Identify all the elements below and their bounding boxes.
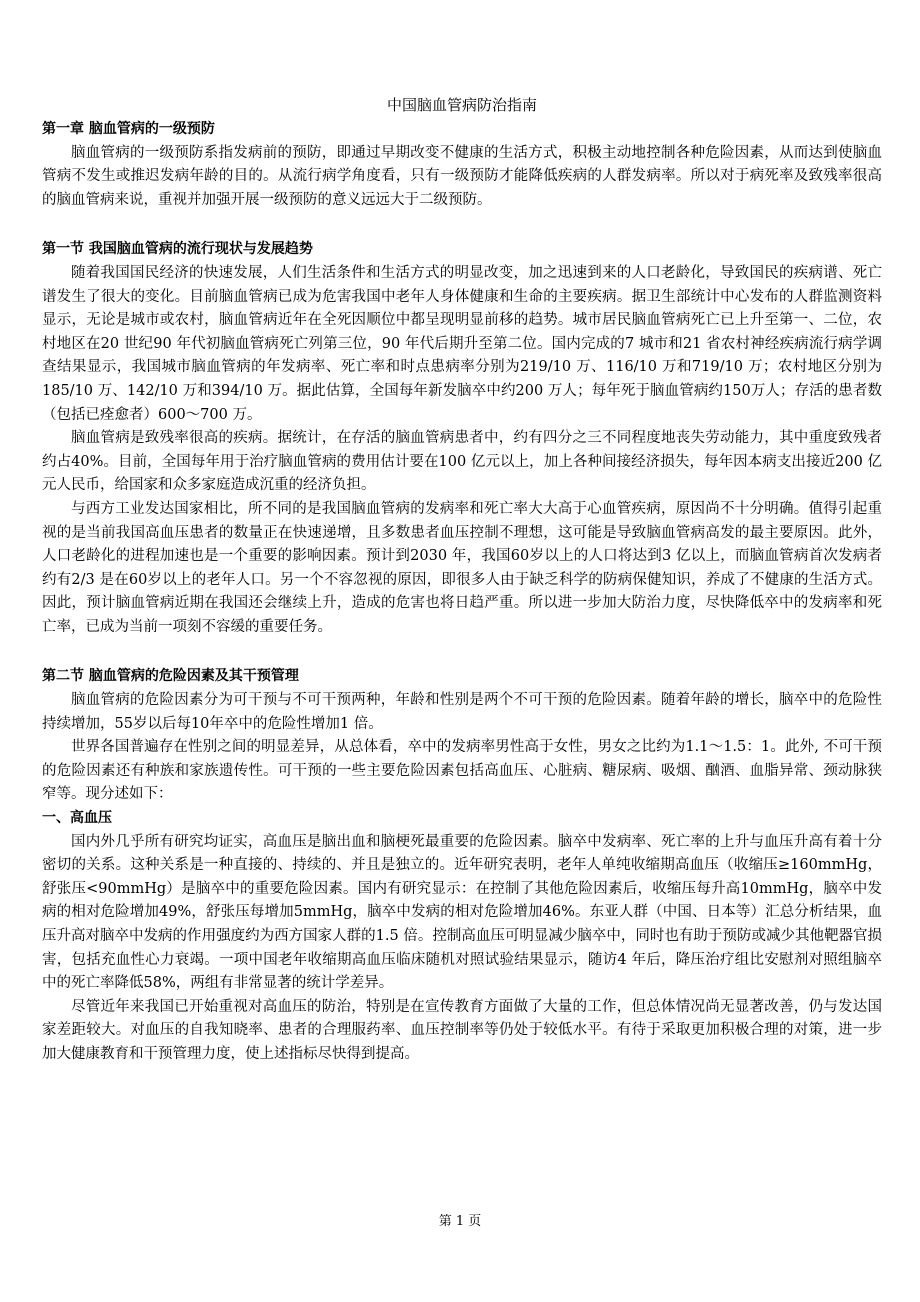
document-page <box>42 92 882 1067</box>
section-heading: 第一节 我国脑血管病的流行现状与发展趋势 <box>42 241 313 258</box>
paragraph: 世界各国普遍存在性别之间的明显差异，从总体看，卒中的发病率男性高于女性，男女之比约为1.1～1.5：1。此外, 不可干预的危险因素还有种族和家族遗传性。可干预的一些主要危险因素包括高血压、心脏病、糖尿病、吸烟、酗酒、血脂异常、颈动脉狭窄等。现分述如下： <box>42 739 882 803</box>
page-number: 第 1 页 <box>438 1214 482 1229</box>
paragraph: 随着我国国民经济的快速发展，人们生活条件和生活方式的明显改变，加之迅速到来的人口老龄化，导致国民的疾病谱、死亡谱发生了很大的变化。目前脑血管病已成为危害我国中老年人身体健康和生命的主要疾病。据卫生部统计中心发布的人群监测资料显示，无论是城市或农村，脑血管病近年在全死因顺位中都呈现明显前移的趋势。城市居民脑血管病死亡已上升至第一、二位，农村地区在20 世纪90 年代初脑血管病死亡列第三位，90 年代后期升至第二位。国内完成的7 城市和21 省农村神经疾病流行病学调查结果显示，我国城市脑血管病的年发病率、死亡率和时点患病率分别为219/10 万、116/10 万和719/10 万；农村地区分别为185/10 万、142/10 万和394/10 万。据此估算，全国每年新发脑卒中约200 万人；每年死于脑血管病约150万人；存活的患者数（包括已痊愈者）600～700 万。 <box>42 264 882 423</box>
subsection-heading: 一、高血压 <box>42 810 112 827</box>
spacer <box>42 639 882 665</box>
section-heading: 第二节 脑血管病的危险因素及其干预管理 <box>42 668 299 685</box>
document-title: 中国脑血管病防治指南 <box>386 96 537 114</box>
chapter-heading: 第一章 脑血管病的一级预防 <box>42 121 215 137</box>
spacer <box>42 212 882 238</box>
paragraph: 脑血管病的一级预防系指发病前的预防，即通过早期改变不健康的生活方式，积极主动地控制各种危险因素，从而达到使脑血管病不发生或推迟发病年龄的目的。从流行病学角度看，只有一级预防才能降低疾病的人群发病率。所以对于病死率及致残率很高的脑血管病来说，重视并加强开展一级预防的意义远远大于二级预防。 <box>42 144 882 208</box>
paragraph: 脑血管病是致残率很高的疾病。据统计，在存活的脑血管病患者中，约有四分之三不同程度地丧失劳动能力，其中重度致残者约占40%。目前，全国每年用于治疗脑血管病的费用估计要在100 亿元以上，加上各种间接经济损失，每年因本病支出接近200 亿元人民币，给国家和众多家庭造成沉重的经济负担。 <box>42 430 882 494</box>
paragraph: 脑血管病的危险因素分为可干预与不可干预两种，年龄和性别是两个不可干预的危险因素。随着年龄的增长，脑卒中的危险性持续增加，55岁以后每10年卒中的危险性增加1 倍。 <box>42 692 882 732</box>
paragraph: 与西方工业发达国家相比，所不同的是我国脑血管病的发病率和死亡率大大高于心血管疾病，原因尚不十分明确。值得引起重视的是当前我国高血压患者的数量正在快速递增，且多数患者血压控制不理想，这可能是导致脑血管病高发的最主要原因。此外，人口老龄化的进程加速也是一个重要的影响因素。预计到2030 年，我国60岁以上的人口将达到3 亿以上，而脑血管病首次发病者约有2/3 是在60岁以上的老年人口。另一个不容忽视的原因，即很多人由于缺乏科学的防病保健知识，养成了不健康的生活方式。因此，预计脑血管病近期在我国还会继续上升，造成的危害也将日趋严重。所以进一步加大防治力度，尽快降低卒中的发病率和死亡率，已成为当前一项刻不容缓的重要任务。 <box>42 500 882 635</box>
paragraph: 国内外几乎所有研究均证实，高血压是脑出血和脑梗死最重要的危险因素。脑卒中发病率、死亡率的上升与血压升高有着十分密切的关系。这种关系是一种直接的、持续的、并且是独立的。近年研究表明，老年人单纯收缩期高血压（收缩压≥160mmHg，舒张压<90mmHg）是脑卒中的重要危险因素。国内有研究显示：在控制了其他危险因素后，收缩压每升高10mmHg，脑卒中发病的相对危险增加49%，舒张压每增加5mmHg，脑卒中发病的相对危险增加46%。东亚人群（中国、日本等）汇总分析结果，血压升高对脑卒中发病的作用强度约为西方国家人群的1.5 倍。控制高血压可明显减少脑卒中，同时也有助于预防或减少其他靶器官损害，包括充血性心力衰竭。一项中国老年收缩期高血压临床随机对照试验结果显示，随访4 年后，降压治疗组比安慰剂对照组脑卒中的死亡率降低58%，两组有非常显著的统计学差异。 <box>42 833 882 992</box>
paragraph: 尽管近年来我国已开始重视对高血压的防治，特别是在宣传教育方面做了大量的工作，但总体情况尚无显著改善，仍与发达国家差距较大。对血压的自我知晓率、患者的合理服药率、血压控制率等仍处于较低水平。有待于采取更加积极合理的对策，进一步加大健康教育和干预管理力度，使上述指标尽快得到提高。 <box>42 998 882 1062</box>
